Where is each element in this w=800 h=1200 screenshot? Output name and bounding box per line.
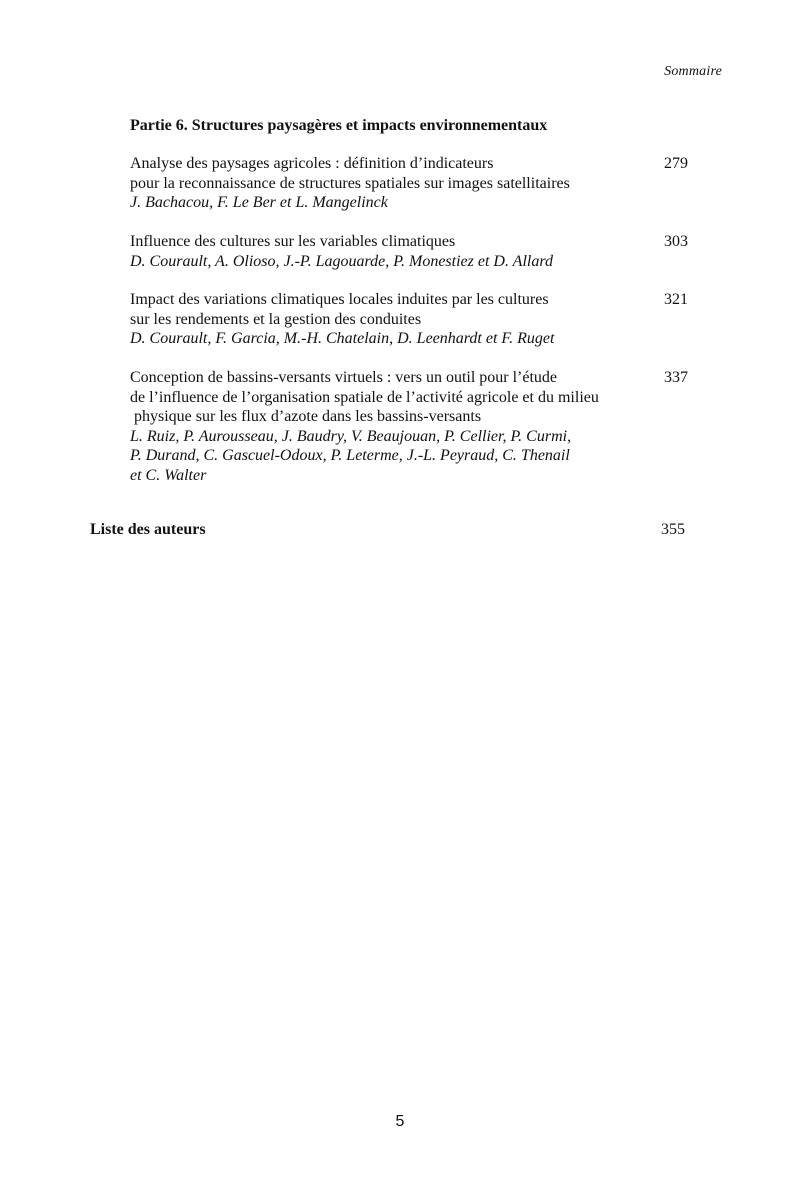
entry-page-number: 321 — [664, 291, 688, 308]
toc-entry[interactable] — [130, 232, 690, 271]
entry-title-line: physique sur les flux d’azote dans les bassins-versants — [134, 408, 482, 425]
toc-entry-authors-list[interactable] — [90, 521, 688, 539]
entry-authors: P. Durand, C. Gascuel-Odoux, P. Leterme, J.-L. Peyraud, C. Thenail — [130, 447, 570, 464]
toc-entry[interactable] — [130, 290, 690, 349]
entry-title-line: sur les rendements et la gestion des conduites — [130, 310, 422, 328]
entry-title-line: Impact des variations climatiques locales induites par les cultures — [130, 291, 549, 308]
entry-page-number: 355 — [661, 521, 685, 538]
entry-authors: D. Courault, A. Olioso, J.-P. Lagouarde, P. Monestiez et D. Allard — [130, 252, 553, 270]
entry-page-number: 279 — [664, 155, 688, 172]
running-head: Sommaire — [664, 64, 722, 79]
toc-entry[interactable] — [130, 154, 690, 213]
part-title: Partie 6. Structures paysagères et impacts environnementaux — [130, 117, 548, 134]
entry-title-line: pour la reconnaissance de structures spatiales sur images satellitaires — [130, 174, 570, 192]
entry-title-line: Influence des cultures sur les variables climatiques — [130, 233, 456, 250]
entry-authors: D. Courault, F. Garcia, M.-H. Chatelain, D. Leenhardt et F. Ruget — [130, 330, 555, 347]
toc-entry[interactable] — [130, 368, 690, 485]
entry-authors: L. Ruiz, P. Aurousseau, J. Baudry, V. Beaujouan, P. Cellier, P. Curmi, — [130, 427, 572, 445]
entry-page-number: 337 — [664, 369, 688, 386]
entry-title-line: de l’influence de l’organisation spatiale de l’activité agricole et du milieu — [130, 388, 599, 406]
entry-page-number: 303 — [664, 233, 688, 250]
entry-authors: et C. Walter — [130, 466, 207, 484]
page-number: 5 — [395, 1113, 405, 1130]
entry-authors: J. Bachacou, F. Le Ber et L. Mangelinck — [130, 194, 388, 211]
entry-title-line: Conception de bassins-versants virtuels : vers un outil pour l’étude — [130, 369, 558, 386]
entry-title-line: Analyse des paysages agricoles : définition d’indicateurs — [130, 155, 494, 172]
authors-list-label: Liste des auteurs — [90, 521, 206, 538]
